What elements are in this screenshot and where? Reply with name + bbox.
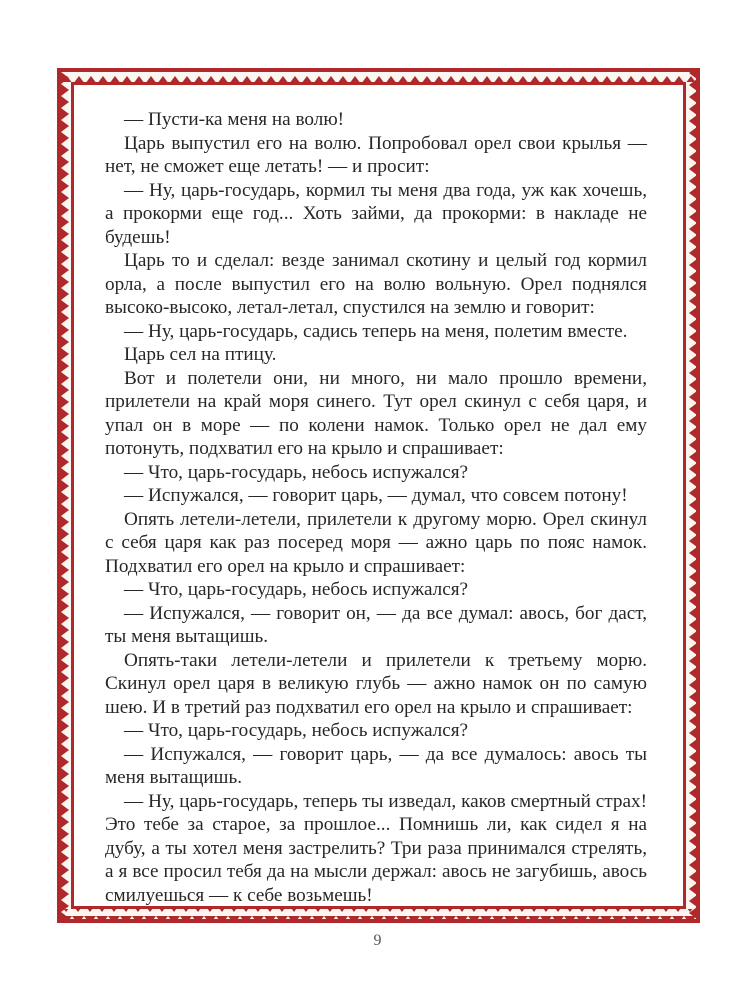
paragraph: Опять-таки летели-летели и прилетели к третьему морю. Скинул орел царя в великую глубь — ажно намок он по самую шею. И в третий раз подхватил его орел на крыло и спрашивает: [105, 649, 647, 718]
paragraph: — Пусти-ка меня на волю! [124, 109, 345, 130]
paragraph: Царь то и сделал: везде занимал скотину и целый год кормил орла, а после выпустил его на волю вольную. Орел поднялся высоко-высоко, летал-летал, спустился на землю и говорит: [105, 250, 647, 318]
paragraph: — Ну, царь-государь, кормил ты меня два года, уж как хочешь, а прокорми еще год... Хоть займи, да прокорми: в накладе не будешь! [105, 179, 647, 248]
paragraph: — Ну, царь-государь, теперь ты изведал, каков смертный страх! Это тебе за старое, за прошлое... Помнишь ли, как сидел я на дубу, а ты хотел меня застрелить? Три раза принимался стрелять, а я все просил тебя да на мысли держал: авось не загубишь, авось смилуешься — к себе возьмешь! [105, 790, 647, 906]
paragraph: — Испужался, — говорит он, — да все думал: авось, бог даст, ты меня вытащишь. [105, 602, 647, 647]
paragraph: — Испужался, — говорит царь, — да все думалось: авось ты меня вытащишь. [105, 743, 647, 788]
paragraph: Вот и полетели они, ни много, ни мало прошло времени, прилетели на край моря синего. Тут орел скинул с себя царя, и упал он в море — по колени намок. Только орел не дал ему потонуть, подхватил его на крыло и спрашивает: [105, 367, 647, 459]
paragraph: — Что, царь-государь, небось испужался? [124, 579, 469, 600]
paragraph: — Что, царь-государь, небось испужался? [124, 720, 469, 741]
paragraph: — Ну, царь-государь, садись теперь на меня, полетим вместе. [124, 320, 628, 342]
paragraph: Царь сел на птицу. [124, 344, 277, 365]
paragraph: — Испужался, — говорит царь, — думал, что совсем потону! [124, 485, 628, 506]
paragraph: — Что, царь-государь, небось испужался? [124, 461, 469, 483]
page-number: 9 [373, 932, 382, 949]
paragraph: Царь выпустил его на волю. Попробовал орел свои крылья — нет, не сможет еще летать! — и просит: [105, 132, 647, 177]
story-text [105, 108, 647, 907]
paragraph: Опять летели-летели, прилетели к другому морю. Орел скинул с себя царя как раз посеред моря — ажно царь по пояс намок. Подхватил его орел на крыло и спрашивает: [105, 508, 647, 577]
